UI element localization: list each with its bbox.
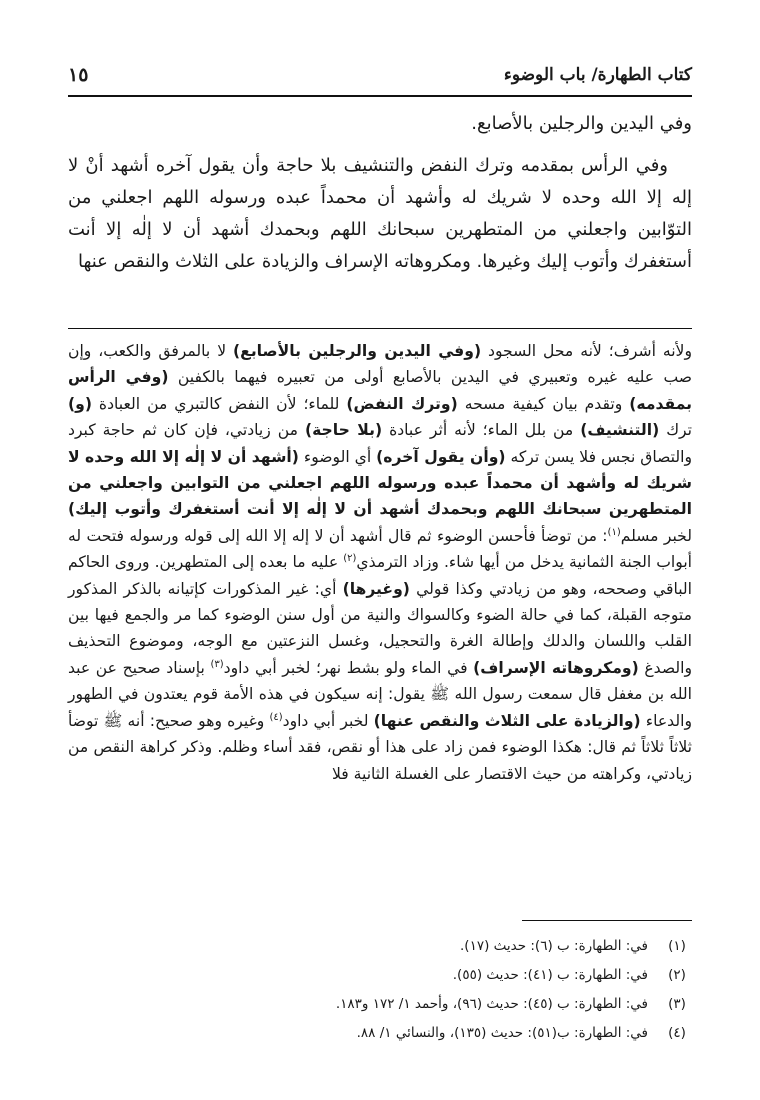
commentary-text: للماء؛ لأن النفض كالتبري من العبادة xyxy=(91,394,347,413)
footnote-ref: (٣) xyxy=(210,658,224,670)
commentary-text: ترك xyxy=(659,421,692,440)
running-header xyxy=(68,55,692,97)
footnote xyxy=(68,932,692,961)
commentary-text: من زيادتي، فإن كان ثم حاجة كبرد والتصاق نجس فلا يسن تركه xyxy=(68,421,692,466)
quoted-main-text: (والزيادة على الثلاث والنقص عنها) xyxy=(373,711,641,730)
footnote-ref: (٤) xyxy=(269,711,283,723)
quoted-main-text: (وغيرها) xyxy=(342,579,410,598)
main-text-paragraph: وفي الرأس بمقدمه وترك النفض والتنشيف بلا حاجة وأن يقول آخره أشهد أنْ لا إله إلا الله وحده لا شريك له وأشهد أن محمداً عبده ورسوله اللهم اجعلني من التوّابين واجعلني من المتطهرين سبحانك اللهم وبحمدك أشهد أن لا إلٰه إلا أنت أستغفرك وأتوب إليك وغيرها. ومكروهاته الإسراف والزيادة على الثلاث والنقص عنها xyxy=(68,155,692,272)
main-text xyxy=(68,108,692,278)
quoted-main-text: (وفي اليدين والرجلين بالأصابع) xyxy=(233,342,482,360)
commentary xyxy=(68,338,692,787)
footnote-text: في: الطهارة: ب (٦): حديث (١٧). xyxy=(460,938,648,954)
quoted-main-text: (بلا حاجة) xyxy=(304,421,383,440)
quoted-main-text: (ومكروهاته الإسراف) xyxy=(473,658,639,677)
commentary-text: : من توضأ فأحسن الوضوء ثم قال أشهد أن لا إله إلا الله إلى قوله ورسوله فتحت له أبواب الجنة الثمانية يدخل من أيها شاء. وزاد الترمذي xyxy=(68,526,692,572)
commentary-text: بإسناد صحيح عن عبد الله بن مغفل قال سمعت رسول الله ﷺ يقول: إنه سيكون في هذه الأمة قوم يعتدون في الطهور والدعاء xyxy=(68,658,692,730)
commentary-text: لخبر أبي داود xyxy=(282,711,374,730)
footnote-text: في: الطهارة: ب (٤٥): حديث (٩٦)، وأحمد ١/ ١٧٢ و١٨٣. xyxy=(335,996,648,1012)
quoted-main-text: (وترك النفض) xyxy=(346,394,458,413)
commentary-text: لخبر مسلم xyxy=(620,526,692,545)
commentary-text: وغيره وهو صحيح: أنه ﷺ توضأ ثلاثاً ثلاثاً ثم قال: هكذا الوضوء فمن زاد على هذا أو نقص، فقد أساء وظلم. وذكر كراهة النقص من زيادتي، وكراهته من حيث الاقتصار على الغسلة الثانية فلا xyxy=(68,711,692,783)
commentary-text: لا بالمرفق والكعب، وإن صب عليه غيره وتعبيري في اليدين بالأصابع أولى من تعبيره فيهما بالكفين xyxy=(68,342,693,387)
main-text-line: وفي اليدين والرجلين بالأصابع. xyxy=(471,113,692,134)
commentary-text: وتقدم بيان كيفية مسحه xyxy=(457,394,630,413)
footnote-number: (٣) xyxy=(668,996,686,1012)
footnote xyxy=(68,1019,692,1048)
quoted-main-text: (أشهد أن لا إلٰه إلا الله وحده لا شريك له وأشهد أن محمداً عبده ورسوله اللهم اجعلني من التوابين واجعلني من المتطهرين سبحانك اللهم وبحمدك أشهد أن لا إلٰه إلا أنت أستغفرك وأتوب إليك) xyxy=(68,447,692,519)
commentary-text: أي الوضوء xyxy=(298,447,377,466)
quoted-main-text: (وأن يقول آخره) xyxy=(376,447,506,466)
footnote-ref: (١) xyxy=(607,526,621,538)
commentary-paragraph xyxy=(68,338,692,787)
footnote xyxy=(68,990,692,1019)
commentary-text: من بلل الماء؛ لأنه أثر عبادة xyxy=(382,421,581,440)
commentary-text: أي: غير المذكورات كإتيانه بالذكر المذكور متوجه القبلة، كما في حالة الضوء وكالسواك والنية من أول سنن الوضوء كما مر والجمع فيها بين القلب واللسان والدلك وإطالة الغرة والتحجيل، وغسل النزعتين مع الوجه، وموضوع التحذيف والصدغ xyxy=(68,579,692,677)
footnote-number: (١) xyxy=(668,938,686,954)
footnote-text: في: الطهارة: ب (٤١): حديث (٥٥). xyxy=(452,967,648,983)
footnote xyxy=(68,961,692,990)
footnote-number: (٤) xyxy=(668,1025,686,1041)
quoted-main-text: (التنشيف) xyxy=(580,421,660,440)
quoted-main-text: (وفي الرأس بمقدمه) xyxy=(68,368,693,413)
footnote-ref: (٢) xyxy=(343,553,357,565)
page-number: ١٥ xyxy=(68,64,89,86)
footnote-number: (٢) xyxy=(668,967,686,983)
commentary-text: عليه ما بعده إلى المتطهرين. وروى الحاكم الباقي وصححه، وهو من زيادتي وكذا قولي xyxy=(68,553,692,598)
chapter-title: كتاب الطهارة/ باب الوضوء xyxy=(503,65,692,85)
footnote-rule xyxy=(522,920,692,921)
quoted-main-text: (و) xyxy=(68,394,92,413)
footnote-text: في: الطهارة: ب(٥١): حديث (١٣٥)، والنسائي ١/ ٨٨. xyxy=(356,1025,648,1041)
commentary-text: في الماء ولو بشط نهر؛ لخبر أبي داود xyxy=(223,658,474,677)
commentary-text: ولأنه أشرف؛ لأنه محل السجود xyxy=(481,342,692,360)
footnotes xyxy=(68,932,692,1048)
text-separator-rule xyxy=(68,328,692,329)
